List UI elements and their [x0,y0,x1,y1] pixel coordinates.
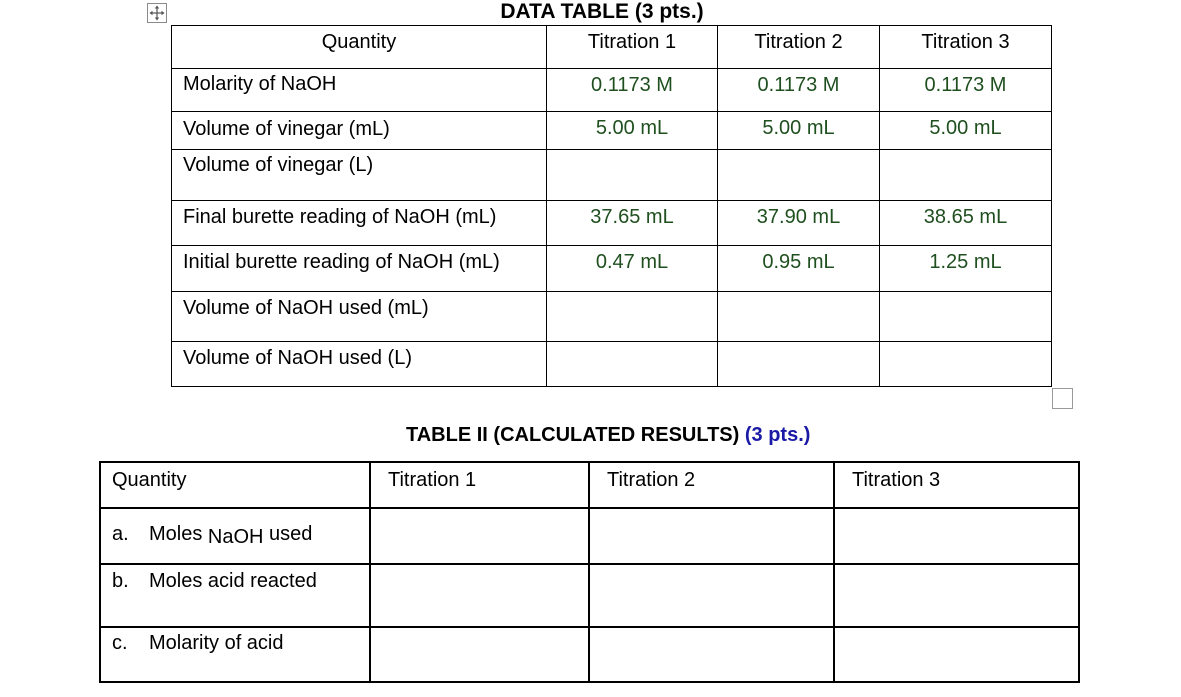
results-table-title [406,424,810,447]
value-cell[interactable]: 38.65 mL [880,201,1052,246]
table-header-row [172,26,1052,69]
value-cell[interactable] [834,508,1079,564]
value-cell[interactable] [718,292,880,342]
row-label[interactable]: Volume of vinegar (mL) [172,112,547,150]
value-cell[interactable]: 5.00 mL [718,112,880,150]
value-cell[interactable] [880,342,1052,387]
table-row [100,508,1079,564]
value-cell[interactable]: 0.95 mL [718,246,880,292]
value-cell[interactable] [834,627,1079,682]
value-cell[interactable] [718,150,880,201]
row-label[interactable]: Volume of NaOH used (mL) [172,292,547,342]
table-row [172,69,1052,112]
table-header-row [100,462,1079,508]
header-cell[interactable]: Quantity [172,26,547,69]
row-letter: b. [112,570,129,592]
data-table-title-text: DATA TABLE [500,0,635,23]
value-cell[interactable] [547,150,718,201]
header-cell[interactable]: Titration 2 [718,26,880,69]
table-row [172,292,1052,342]
header-cell[interactable]: Titration 1 [370,462,589,508]
value-cell[interactable]: 37.65 mL [547,201,718,246]
row-label[interactable]: Volume of NaOH used (L) [172,342,547,387]
row-label-naoh: NaOH [207,526,264,548]
table-row [100,564,1079,627]
value-cell[interactable] [370,508,589,564]
row-label-text: Molarity of acid [149,632,284,654]
value-cell[interactable]: 37.90 mL [718,201,880,246]
header-cell[interactable]: Titration 3 [834,462,1079,508]
results-table-title-pts: (3 pts.) [744,424,811,446]
value-cell[interactable]: 0.1173 M [718,69,880,112]
row-label[interactable] [100,564,370,627]
data-table [171,25,1052,387]
data-table-title [420,0,784,24]
table-resize-handle[interactable] [1052,388,1073,409]
value-cell[interactable] [370,564,589,627]
value-cell[interactable] [589,508,834,564]
table-move-handle[interactable] [147,3,167,23]
row-label[interactable]: Molarity of NaOH [172,69,547,112]
table-row [172,246,1052,292]
move-arrows-icon [149,5,165,21]
value-cell[interactable]: 5.00 mL [547,112,718,150]
row-label[interactable]: Volume of vinegar (L) [172,150,547,201]
header-cell[interactable]: Titration 3 [880,26,1052,69]
value-cell[interactable] [718,342,880,387]
value-cell[interactable]: 0.1173 M [880,69,1052,112]
value-cell[interactable] [547,342,718,387]
value-cell[interactable] [834,564,1079,627]
value-cell[interactable]: 0.1173 M [547,69,718,112]
header-cell[interactable]: Titration 1 [547,26,718,69]
table-row [172,112,1052,150]
table-row [172,342,1052,387]
table-row [172,201,1052,246]
row-label-text: used [263,523,313,545]
row-label[interactable]: Initial burette reading of NaOH (mL) [172,246,547,292]
value-cell[interactable] [589,627,834,682]
data-table-title-pts: (3 pts.) [634,0,704,23]
row-letter: c. [112,632,128,654]
value-cell[interactable] [589,564,834,627]
value-cell[interactable] [547,292,718,342]
value-cell[interactable]: 0.47 mL [547,246,718,292]
results-table [99,461,1080,683]
value-cell[interactable]: 5.00 mL [880,112,1052,150]
header-cell[interactable]: Titration 2 [589,462,834,508]
table-row [100,627,1079,682]
row-label[interactable] [100,627,370,682]
row-label[interactable] [100,508,370,564]
row-label-text: Moles [149,523,208,545]
value-cell[interactable] [880,292,1052,342]
value-cell[interactable] [370,627,589,682]
value-cell[interactable]: 1.25 mL [880,246,1052,292]
row-label-text: Moles acid reacted [149,570,317,592]
row-letter: a. [112,523,129,545]
results-table-title-text: TABLE II (CALCULATED RESULTS) [406,424,745,446]
value-cell[interactable] [880,150,1052,201]
header-cell[interactable]: Quantity [100,462,370,508]
row-label[interactable]: Final burette reading of NaOH (mL) [172,201,547,246]
table-row [172,150,1052,201]
